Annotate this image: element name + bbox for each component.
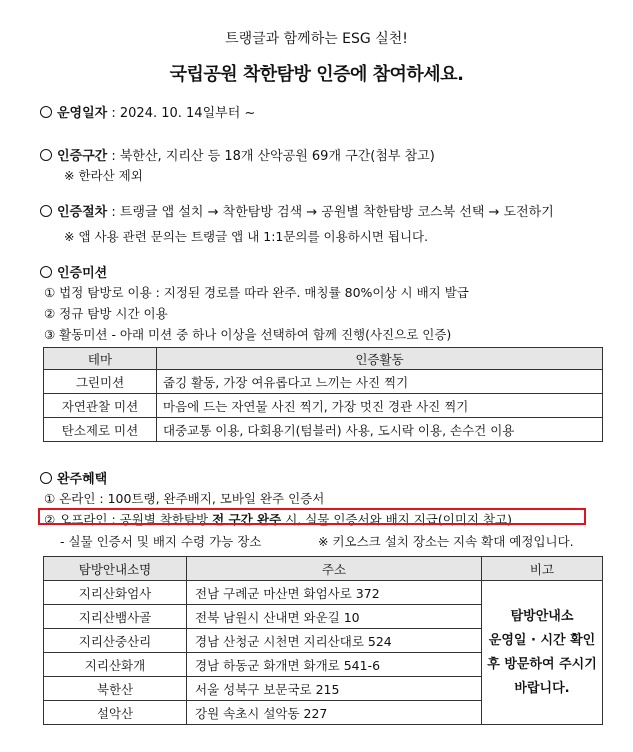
table-cell: 탄소제로 미션 [44,418,157,442]
table-cell: 줍깅 활동, 가장 여유롭다고 느끼는 사진 찍기 [157,370,603,394]
receive-note: - 실물 인증서 및 배지 수령 가능 장소 [60,534,262,549]
mission-item-1: ① 법정 탐방로 이용 : 지정된 경로를 따라 완주. 매칭률 80%이상 시 배지 발급 [44,285,469,300]
table-cell: 대중교통 이용, 다회용기(텀블러) 사용, 도시락 이용, 손수건 이용 [157,418,603,442]
remark-line: 운영일 · 시간 확인 [488,632,596,648]
table-cell: 강원 속초시 설악동 227 [187,701,482,725]
remark-line: 바랍니다. [514,680,570,696]
benefit-online: ① 온라인 : 100트랭, 완주배지, 모바일 완주 인증서 [44,491,325,506]
table-cell: 자연관찰 미션 [44,394,157,418]
table-cell: 설악산 [44,701,187,725]
remark-line: 후 방문하여 주시기 [487,656,597,672]
table-cell: 경남 산청군 시천면 지리산대로 524 [187,629,482,653]
circle-bullet-icon [40,149,52,161]
table-row [44,581,603,605]
table-cell: 전남 구례군 마산면 화엄사로 372 [187,581,482,605]
mission-item-3: ③ 활동미션 - 아래 미션 중 하나 이상을 선택하여 함께 진행(사진으로 인증) [44,327,452,342]
page-title: 국립공원 착한탐방 인증에 참여하세요. [169,64,464,85]
circle-bullet-icon [40,205,52,217]
period-label: 운영일자 [57,106,108,121]
table-cell: 마음에 드는 자연물 사진 찍기, 가장 멋진 경관 사진 찍기 [157,394,603,418]
table-cell: 지리산화엄사 [44,581,187,605]
table-cell: 지리산중산리 [44,629,187,653]
table-cell: 북한산 [44,677,187,701]
remark-cell [482,581,603,725]
table-header: 탐방안내소명 [44,557,187,581]
section-procedure [40,201,554,220]
table-cell: 지리산화개 [44,653,187,677]
section-range [40,145,435,164]
subtitle: 트랭글과 함께하는 ESG 실천! [225,31,408,47]
circle-bullet-icon [40,266,52,278]
procedure-note: ※ 앱 사용 관련 문의는 트랭글 앱 내 1:1문의를 이용하시면 됩니다. [64,229,429,244]
mission-label: 인증미션 [57,266,108,281]
offline-text: ② 오프라인 : 공원별 착한탐방 [44,512,213,527]
kiosk-note: ※ 키오스크 설치 장소는 지속 확대 예정입니다. [318,534,574,549]
table-header: 인증활동 [157,348,603,370]
table-header-row [44,348,603,370]
offline-bold-text: 전 구간 완주 [212,512,282,527]
table-cell: 경남 하동군 화개면 화개로 541-6 [187,653,482,677]
table-cell: 그린미션 [44,370,157,394]
table-cell: 서울 성북구 보문국로 215 [187,677,482,701]
place-table [43,556,603,725]
period-value: : 2024. 10. 14일부터 ~ [107,106,256,121]
remark-line: 탐방안내소 [510,608,574,624]
offline-text: 시, 실물 인증서와 배지 지급(이미지 참고) [281,512,512,527]
section-period [40,102,255,121]
highlight-box [38,508,586,525]
table-row [44,370,603,394]
mission-item-2: ② 정규 탐방 시간 이용 [44,306,168,321]
circle-bullet-icon [40,106,52,118]
section-mission [40,262,107,281]
table-header: 비고 [482,557,603,581]
table-header: 테마 [44,348,157,370]
range-value: : 북한산, 지리산 등 18개 산악공원 69개 구간(첨부 참고) [107,149,435,164]
range-note: ※ 한라산 제외 [64,168,143,183]
circle-bullet-icon [40,472,52,484]
mission-table [43,347,603,442]
table-row [44,394,603,418]
table-header-row [44,557,603,581]
benefit-label: 완주혜택 [57,472,108,487]
procedure-value: : 트랭글 앱 설치 → 착한탐방 검색 → 공원별 착한탐방 코스북 선택 → 도전하기 [107,205,554,220]
section-benefit [40,468,107,487]
table-cell: 전북 남원시 산내면 와운길 10 [187,605,482,629]
procedure-label: 인증절차 [57,205,108,220]
range-label: 인증구간 [57,149,108,164]
table-row [44,418,603,442]
table-cell: 지리산뱀사골 [44,605,187,629]
table-header: 주소 [187,557,482,581]
